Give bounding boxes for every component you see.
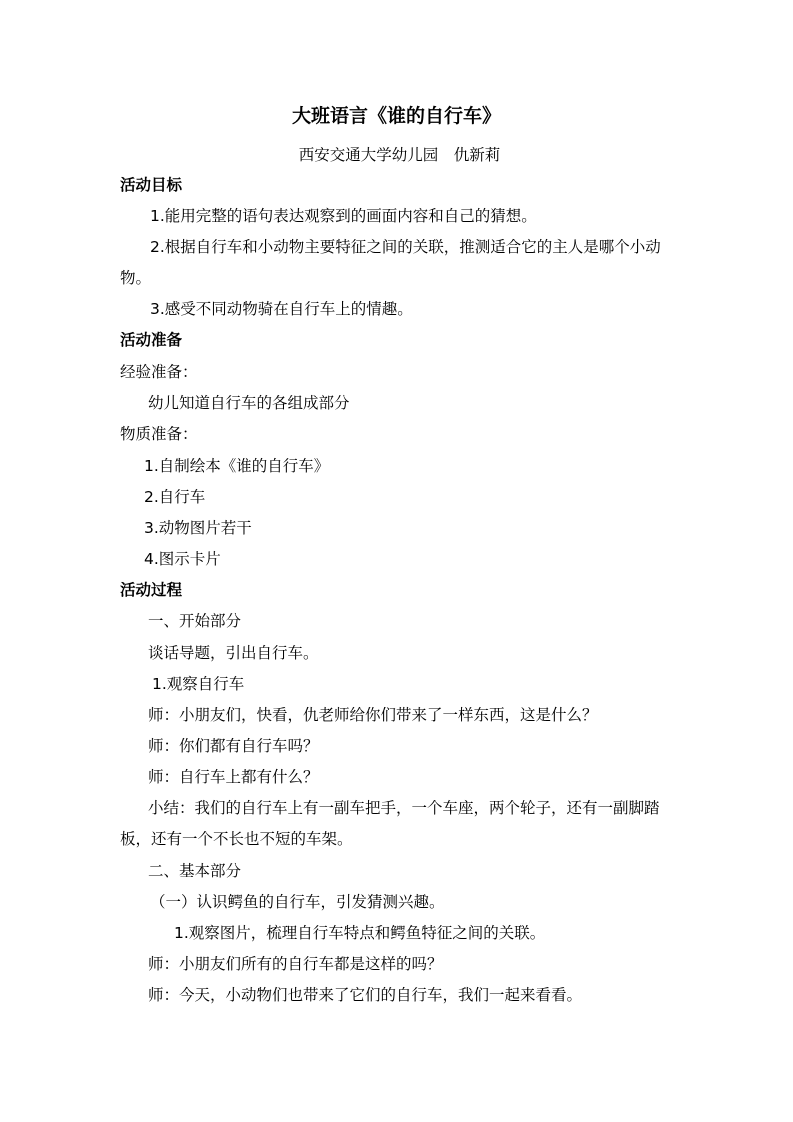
process-line: （一）认识鳄鱼的自行车，引发猜测兴趣。 [150,893,445,911]
goal-item: 1.能用完整的语句表达观察到的画面内容和自己的猜想。 [150,207,537,225]
process-line: 师：小朋友们所有的自行车都是这样的吗？ [148,955,443,973]
process-line: 二、基本部分 [148,862,242,880]
process-line: 师：你们都有自行车吗？ [148,737,319,755]
process-line: 板，还有一个不长也不短的车架。 [120,830,353,848]
material-item: 4.图示卡片 [144,550,221,568]
process-line: 师：自行车上都有什么？ [148,768,319,786]
goals-heading: 活动目标 [120,175,183,194]
experience-label: 经验准备： [120,363,198,381]
goal-item: 2.根据自行车和小动物主要特征之间的关联，推测适合它的主人是哪个小动 [150,238,661,256]
material-item: 3.动物图片若干 [144,519,252,537]
material-label: 物质准备： [120,425,198,443]
process-line: 师：小朋友们，快看，仇老师给你们带来了一样东西，这是什么？ [148,706,598,724]
process-heading: 活动过程 [120,580,183,599]
process-line: 1.观察自行车 [152,675,245,693]
process-line: 1.观察图片，梳理自行车特点和鳄鱼特征之间的关联。 [174,924,546,942]
goal-item-continuation: 物。 [120,269,152,287]
material-item: 2.自行车 [144,488,206,506]
preparation-heading: 活动准备 [120,330,183,349]
experience-text: 幼儿知道自行车的各组成部分 [148,394,350,412]
process-line: 师：今天，小动物们也带来了它们的自行车，我们一起来看看。 [148,986,583,1004]
goal-item: 3.感受不同动物骑在自行车上的情趣。 [150,300,413,318]
document-title: 大班语言《谁的自行车》 [291,105,501,127]
process-line: 小结：我们的自行车上有一副车把手，一个车座，两个轮子，还有一副脚踏 [148,799,660,817]
process-line: 谈话导题，引出自行车。 [148,644,319,662]
document-author: 西安交通大学幼儿园 仇新莉 [298,146,501,164]
process-line: 一、开始部分 [148,612,242,630]
material-item: 1.自制绘本《谁的自行车》 [144,457,330,475]
